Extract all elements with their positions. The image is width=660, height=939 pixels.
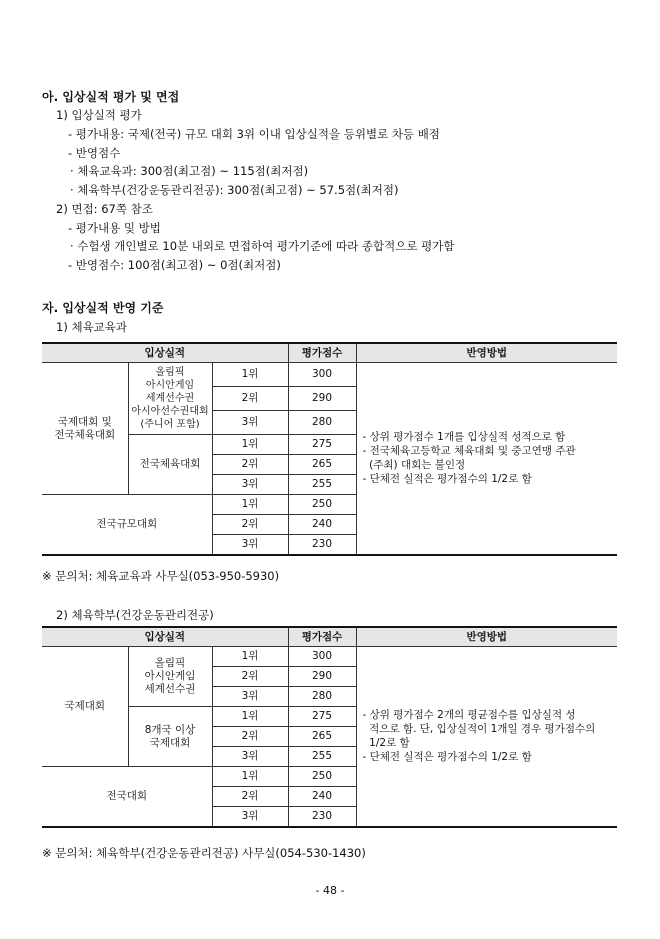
comp-international: 올림픽 아시안게임 세계선수권 [128,647,212,707]
item-eval-content: - 평가내용: 국제(전국) 규모 대회 3위 이내 입상실적을 등위별로 차등 배점 [68,127,440,141]
rank-cell: 1위 [212,707,288,727]
score-cell: 250 [288,495,356,515]
method-line: - 전국체육고등학교 체육대회 및 중고연맹 주관 [362,445,576,458]
score-cell: 300 [288,647,356,667]
rank-cell: 2위 [212,787,288,807]
subsection-pe-division: 2) 체육학부(건강운동관리전공) [56,608,214,622]
score-cell: 255 [288,747,356,767]
contact-pe-division: ※ 문의처: 체육학부(건강운동관리전공) 사무실(054-530-1430) [42,846,366,860]
rank-cell: 1위 [212,767,288,787]
rank-cell: 1위 [212,495,288,515]
page-number: - 48 - [315,884,345,897]
rank-cell: 2위 [212,455,288,475]
score-cell: 240 [288,787,356,807]
item-interview-score: - 반영점수: 100점(최고점) ~ 0점(최저점) [68,258,281,272]
method-line: - 단체전 실적은 평가점수의 1/2로 함 [362,751,532,764]
method-cell [356,363,617,555]
score-cell: 290 [288,387,356,411]
method-line: 1/2로 함 [362,737,410,750]
header-method: 반영방법 [356,627,617,647]
score-cell: 300 [288,363,356,387]
rank-cell: 3위 [212,687,288,707]
score-cell: 290 [288,667,356,687]
rank-cell: 3위 [212,535,288,555]
rank-cell: 2위 [212,727,288,747]
item-interview: 2) 면접: 67쪽 참조 [56,202,153,216]
method-line: - 단체전 실적은 평가점수의 1/2로 함 [362,473,532,486]
item-interview-method: - 평가내용 및 방법 [68,221,161,235]
rank-cell: 2위 [212,667,288,687]
group-international-national: 국제대회 및 전국체육대회 [42,363,128,495]
rank-cell: 2위 [212,387,288,411]
rank-cell: 3위 [212,475,288,495]
section-title-criteria: 자. 입상실적 반영 기준 [42,301,164,315]
rank-cell: 1위 [212,363,288,387]
method-line: 적으로 함. 단, 입상실적이 1개일 경우 평가점수의 [362,723,596,736]
score-cell: 265 [288,727,356,747]
header-record: 입상실적 [42,343,288,363]
method-cell [356,647,617,827]
comp-8-nations: 8개국 이상 국제대회 [128,707,212,767]
group-national: 전국대회 [42,767,212,827]
criteria-table-pe-division [42,626,617,828]
method-line: - 상위 평가점수 1개를 입상실적 성적으로 함 [362,431,566,444]
contact-pe-education: ※ 문의처: 체육교육과 사무실(053-950-5930) [42,569,280,583]
group-national-scale: 전국규모대회 [42,495,212,555]
score-cell: 280 [288,411,356,435]
method-line: - 상위 평가점수 2개의 평균점수를 입상실적 성 [362,709,576,722]
rank-cell: 3위 [212,411,288,435]
method-line: (주최) 대회는 불인정 [362,459,466,472]
header-score: 평가점수 [288,627,356,647]
section-title-evaluation: 아. 입상실적 평가 및 면접 [42,90,180,104]
group-international: 국제대회 [42,647,128,767]
header-score: 평가점수 [288,343,356,363]
rank-cell: 2위 [212,515,288,535]
rank-cell: 1위 [212,435,288,455]
score-cell: 255 [288,475,356,495]
score-cell: 240 [288,515,356,535]
score-cell: 275 [288,707,356,727]
score-cell: 230 [288,535,356,555]
score-cell: 265 [288,455,356,475]
item-award-evaluation: 1) 입상실적 평가 [56,108,142,122]
score-cell: 250 [288,767,356,787]
rank-cell: 3위 [212,807,288,827]
comp-national-sports-festival: 전국체육대회 [128,435,212,495]
item-reflected-score: - 반영점수 [68,146,121,160]
rank-cell: 1위 [212,647,288,667]
header-method: 반영방법 [356,343,617,363]
score-cell: 280 [288,687,356,707]
subsection-pe-education: 1) 체육교육과 [56,320,128,334]
item-score-pe-division: · 체육학부(건강운동관리전공): 300점(최고점) ~ 57.5점(최저점) [70,183,399,197]
score-cell: 275 [288,435,356,455]
criteria-table-pe-education [42,342,617,556]
item-interview-desc: · 수험생 개인별로 10분 내외로 면접하여 평가기준에 따라 종합적으로 평가함 [70,239,455,253]
rank-cell: 3위 [212,747,288,767]
item-score-pe-education: · 체육교육과: 300점(최고점) ~ 115점(최저점) [70,164,309,178]
header-record: 입상실적 [42,627,288,647]
score-cell: 230 [288,807,356,827]
comp-international: 올림픽 아시안게임 세계선수권 아시아선수권대회 (주니어 포함) [128,363,212,435]
